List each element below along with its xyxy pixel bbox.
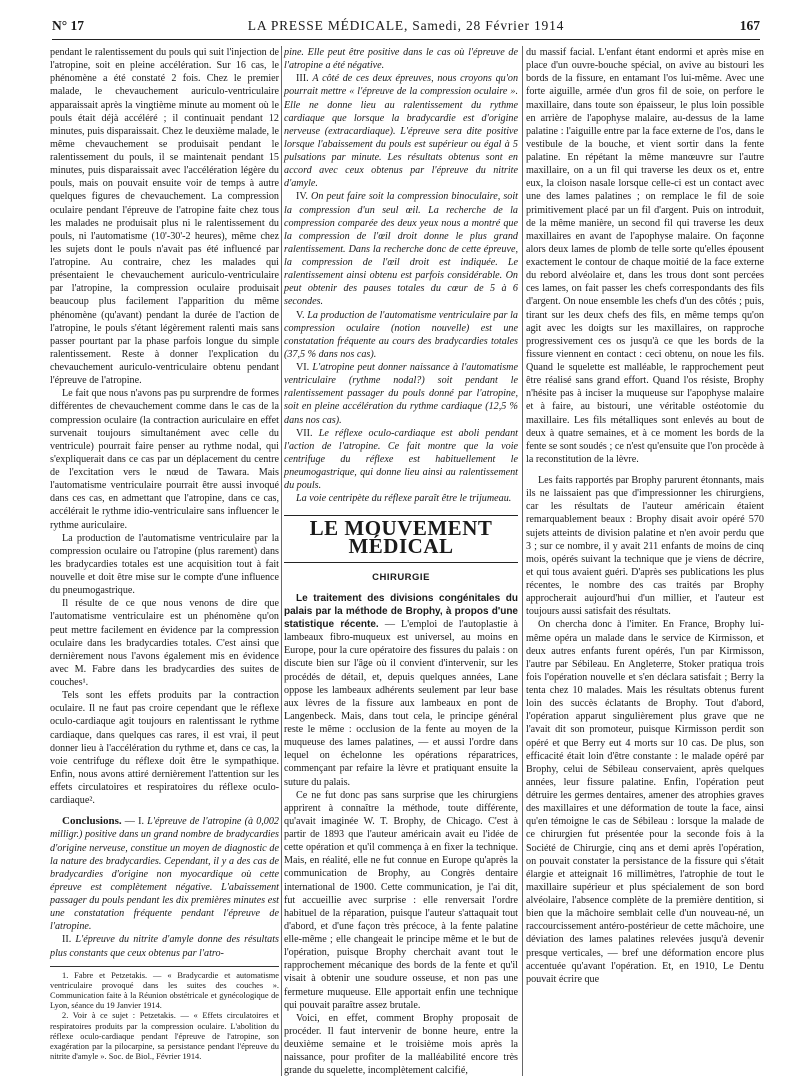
page-number: 167 (739, 18, 760, 33)
paragraph (284, 72, 518, 190)
paragraph: Voici, en effet, comment Brophy proposait de procéder. Il faut intervenir de bonne heure, entre la deuxième semaine et le troisième mois après la naissance, pour profiter de la malléabilité encore très grande du squelette, incomplètement calcifié, (284, 1012, 518, 1077)
conclusion-number: VII. (296, 427, 313, 439)
paragraph: La production de l'automatisme ventriculaire par la compression oculaire ou l'atropine (plus rarement) dans les bradycardies totales est une acquisition tout à fait nouvelle et doit être mise sur le compte d'une influence du pneumogastrique. (50, 532, 279, 597)
paragraph: Le fait que nous n'avons pas pu surprendre de formes différentes de chevauchement comme dans le cas de la compression oculaire (la contraction auriculaire en effet survenait toujours simultanément avec celle du ventricule) pourrait faire penser au rythme nodal, qui s'expliquerait dans ce cas par un déplacement du centre de l'excitation vers le nœud de Tawara. Mais l'automatisme ventriculaire pourrait être aussi invoqué dans ces cas, en admettant que l'atropine, dans ce cas, accélérait le rythme idio-ventriculaire sans influencer le rythme auriculaire. (50, 388, 279, 531)
paragraph: pendant le ralentissement du pouls qui suit l'injection de l'atropine, soit en pleine accélération. Sur 16 cas, le phénomène a été constaté 2 fois. Chez le premier malade, le chevauchement auriculo-ventriculaire apparaissait après la vingtième minute au moment où le pouls était déjà accéléré ; il continuait pendant 12 minutes, puis disparaissait. Chez le deuxième malade, le même chevauchement se produisait pendant le ralentissement du pouls, il se maintenait pendant 15 minutes, puis disparaissait avec l'accélération légère du pouls, mais on pouvait ensuite voir de temps à autre quelques figures de chevauchement. La compression oculaire pendant l'épreuve de l'atropine faite chez tous les malades ne produisait plus ni le ralentissement du pouls, ni l'automatisme (10'-30'-2 heures), même chez les sujets dont le pouls n'avait pas été influencé par l'atropine. Au contraire, chez les malades qui présentaient le chevauchement auriculo-ventriculaire par l'atropine, la compression oculaire produisait beaucoup plus facilement l'apparition du même phénomène (qu'avant) pendant la durée de l'action de l'atropine, le pouls s'étant légèrement ralenti mais sans passer pourtant par la phase parfois longue du simple ralentissement. Reste à donner l'explication du chevauchement auriculo-ventriculaire obtenu pendant l'épreuve de l'atropine. (50, 47, 279, 387)
paragraph (284, 592, 518, 789)
paragraph: Les faits rapportés par Brophy parurent étonnants, mais ils ne laissaient pas que d'impressionner les chirurgiens, car les résultats de l'auteur américain étaient remarquablement beaux : Brophy disait avoir opéré 570 sujets atteints de division palatine et n'en avoir perdu que 3 ; sur ce nombre, il y avait 211 enfants de moins de cinq mois, opérés suivant la technique que je viens de décrire, et qui tous avaient guéri. D'après ses publications les plus récentes, le nombre des cas traités par Brophy approcherait aujourd'hui d'un millier, et l'auteur est toujours aussi satisfait des résultats. (526, 475, 764, 618)
paragraph (284, 427, 518, 493)
article-text: — L'emploi de l'autoplastie à lambeaux fibro-muqueux est universel, au moins en Europe, pour la cure opératoire des fissures du palais : on discute bien sur l'âge où il convient d'intervenir, sur les procédés de détail, et, depuis quelques années, Lane oppose les lambeaux adhérents seulement par leur base aux lèvres de la fissure aux lambeaux en pont de Langenbeck. Mais, dans tout cela, le principe général reste le même : occlusion de la fente au moyen de la muqueuse des lames palatines, — et aussi l'ordre dans lequel on échelonne les opérations réparatrices, commençant par refaire la lèvre et pratiquant ensuite la suture du palais. (284, 619, 518, 788)
header-rule (52, 39, 760, 40)
conclusion-text: La voie centripète du réflexe paraît être le trijumeau. (296, 493, 512, 505)
paragraph: Il résulte de ce que nous venons de dire que l'automatisme ventriculaire est un phénomène qu'on peut mettre facilement en évidence par la compression oculaire dans les bradycardies totales. C'est ainsi que dernièrement nous l'avons également mis en évidence avec M. Fabre dans les bradycardies des suites de couches¹. (50, 598, 279, 688)
section-title: CHIRURGIE (372, 571, 430, 583)
footnote-2: 2. Voir à ce sujet : Petzetakis. — « Effets circulatoires et respiratoires produits par la compression oculaire. L'abolition du réflexe oculo-cardiaque pendant l'épreuve de l'atropine, son exagération par la pilocarpine, sa persistance pendant l'épreuve du nitrite d'amyle ». Soc. de Biol., Février 1914. (50, 1011, 279, 1062)
paragraph (284, 190, 518, 308)
conclusion-number: V. (296, 309, 305, 321)
conclusion-text: Le réflexe oculo-cardiaque est aboli pendant l'action de l'atropine. Ce fait montre que la voie centrifuge du réflexe est habituellement le pneumogastrique, qui donne lieu ainsi au ralentissement du pouls. (284, 427, 518, 492)
footnote-1: 1. Fabre et Petzetakis. — « Bradycardie et automatisme ventriculaire provoqué dans les suites des couches ». Communication faite à la Réunion obstétricale et gynécologique de Lyon, séance du 19 Janvier 1914. (50, 970, 279, 1011)
article-title: Le traitement des divisions congénitales du palais par la méthode de Brophy, à propos d'une statistique récente. (284, 592, 518, 630)
conclusion-number: II. (62, 934, 72, 946)
section-banner (284, 515, 518, 562)
conclusion-number: VI. (296, 362, 310, 373)
paragraph: du massif facial. L'enfant étant endormi et après mise en place d'un ouvre-bouche spécial, on avive au bistouri les bords de la fissure, en entamant l'os lui-même. Avec une forte aiguille, armée d'un gros fil de soie, on perfore le maxillaire, dans toute son épaisseur, le plus loin possible en arrière de l'apophyse malaire, au-dessus de la lame palatine : l'aiguille entre par la face externe de l'os, dans le vestibule de la bouche, et vient sortir dans la fente palatine. En répétant la même manœuvre sur l'autre maxillaire, on a un fil qui traverse les deux os et, entre eux, la cloison nasale lorsque celle-ci est un contact avec une des lames palatines ; on remplace le fil de soie primitivement placé par un fil d'argent. Puis on introduit, de la même manière, un second fil qui traverse les deux maxillaires en avant de l'apophyse malaire. On façonne alors deux lames de plomb de telle sorte qu'elles épousent exactement le contour de chaque moitié de la face externe du rebord alvéolaire et, dans les trous dont sont percées ces lames, on fait passer les chefs correspondants des fils d'argent. On noue ensemble les chefs d'un des côtés ; puis, tirant sur les deux chefs des fils, en même temps qu'on agit avec les doigts sur les maxillaires, on rapproche progressivement ces os jusqu'à ce que les bords de la fissure viennent en contact : ceci obtenu, on noue les fils. Quand le squelette est malléable, le rapprochement peut être réalisé sans grand effort. Quand l'os résiste, Brophy n'hésite pas à inciser la muqueuse sur l'apophyse malaire et à faire, au bistouri, une véritable ostéotomie du maxillaire. Les fils métalliques sont enlevés au bout de deux à quatre semaines, et à ce moment les bords de la fente se sont soudés ; ce n'est qu'ensuite que l'on procède à la reconstitution de la lèvre. (526, 47, 764, 465)
footnotes (50, 966, 279, 1063)
conclusion-text: La production de l'automatisme ventriculaire par la compression oculaire (notion nouvelle) est une constatation fréquente au cours des bradycardies totales (37,5 % dans nos cas). (284, 309, 518, 360)
column-divider-1 (281, 46, 282, 1076)
paragraph (284, 309, 518, 362)
conclusions-paragraph (50, 815, 279, 933)
conclusions-label: Conclusions. (62, 815, 122, 828)
journal-title: LA PRESSE MÉDICALE, Samedi, 28 Février 1914 (247, 18, 565, 33)
running-header (52, 18, 760, 38)
paragraph (284, 492, 518, 505)
conclusion-text: pine. Elle peut être positive dans le cas où l'épreuve de l'atropine a été négative. (284, 47, 518, 72)
conclusion-text: On peut faire soit la compression binoculaire, soit la compression d'un seul œil. La recherche de la compression comparée des deux yeux nous a montré que la compression de l'œil droit donne le plus grand ralentissement. Dans la recherche donc de cette épreuve, la compression de l'œil droit est indiquée. Le ralentissement ainsi obtenu est parfois considérable. On peut obtenir des pauses totales du cœur de 5 à 6 secondes. (284, 191, 518, 308)
column-2 (284, 46, 518, 1076)
column-3 (526, 46, 764, 1076)
banner-title: LE MOUVEMENT MÉDICAL (309, 516, 493, 558)
conclusion-number: III. (296, 73, 309, 85)
paragraph: Ce ne fut donc pas sans surprise que les chirurgiens apprirent à connaître la méthode, toute différente, qu'avait imaginée W. T. Brophy, de Chicago. C'est à partir de 1893 que l'auteur américain avait eu l'idée de cette opération et qu'il commença à en fixer la technique. Mais, en réalité, elle ne fut connue en Europe qu'après la communication de Brophy, au Congrès dentaire international de 1900. Cette communication, je l'ai dit, fut accueillie avec surprise : elle renversait l'ordre habituel de la réparation, puisque l'auteur s'attaquait tout d'abord, et d'une façon très précoce, à la fente palatine elle-même ; elle changeait le principe même et le but de l'opération, puisque Brophy cherchait avant tout le rapprochement mécanique des bords de la fente et qu'il visait à obtenir une soudure osseuse, et non pas une fermeture muqueuse. Elle apportait enfin une technique qui pouvait paraître assez brutale. (284, 789, 518, 1011)
issue-number: N° 17 (52, 18, 85, 33)
conclusion-number: — I. (124, 816, 144, 828)
paragraph: On chercha donc à l'imiter. En France, Brophy lui-même opéra un malade dans le service de Kirmisson, et deux autres enfants furent opérés, l'un par Kirmisson, l'autre par Sébileau. En Angleterre, Stoker pratiqua trois fois l'opération nouvelle et s'en déclara satisfait ; Berry la tenta chez 10 malades. Mais les résultats obtenus furent loin des succès éclatants de Brophy. Tout d'abord, l'opération apparut singulièrement plus grave que ne l'avait dit son promoteur, puisque Kirmisson perdit son opéré et que Berry eut 4 morts sur 10 cas. De plus, son efficacité était loin d'être constante : le malade opéré par Brophy, celui de Sébileau conservaient, après quelques années, leur fissure palatine. Enfin, l'opération peut détruire les germes dentaires, amener des atrophies graves des maxillaires et une déformation de toute la face, ainsi qu'en témoigne le cas de Sébileau : lorsque la malade de ce chirurgien fut présentée pour la seconde fois à la Société de Chirurgie, cinq ans et demi après l'opération, on pouvait constater la persistance de la fissure qui s'était élargie et atteignait 16 millimètres, l'atrophie de tout le maxillaire supérieur et plus spécialement de son bord alvéolaire, l'absence complète de la première dentition, si bien que la mâchoire semblait celle d'un nouveau-né, un raccourcissement antéro-postérieur de cette mâchoire, une déviation des lames palatines relevées jusqu'à devenir presque verticales, — bref une déformation encore plus accentuée qu'avant l'opération. Et, en 1910, Le Dentu pouvait écrire que (526, 619, 764, 985)
paragraph (284, 361, 518, 427)
column-1 (50, 46, 279, 1076)
conclusion-number: IV. (296, 191, 308, 203)
paragraph: Tels sont les effets produits par la contraction oculaire. Il ne faut pas croire cependant que le réflexe oculo-cardiaque agit toujours en ralentissant le rythme cardiaque, dans quelques cas rares, il est vrai, il peut donner lieu à l'accélération du rythme et, dans ce cas, la voie centrifuge du réflexe doit être le sympathique. Enfin, nous avons attiré dernièrement l'attention sur les effets circulatoires et respiratoires du réflexe oculo-cardiaque². (50, 690, 279, 807)
conclusion-text: L'atropine peut donner naissance à l'automatisme ventriculaire (rythme nodal?) soit pendant le ralentissement passager du pouls donné par l'atropine, soit en pleine accélération du rythme cardiaque (12,5 % dans nos cas). (284, 362, 518, 426)
conclusion-paragraph (50, 933, 279, 959)
conclusion-text: A côté de ces deux épreuves, nous croyons qu'on pourrait mettre « l'épreuve de la compression oculaire ». Elle ne donne lieu au ralentissement du rythme cardiaque que lorsque la bradycardie est d'origine nerveuse (extracardiaque). L'épreuve sera dite positive lorsque l'abaissement du pouls est supérieur ou égal à 5 pulsations par minute. Les résultats obtenus sont en accord avec ceux obtenus par l'épreuve du nitrite d'amyle. (284, 73, 519, 190)
paragraph (284, 46, 518, 72)
conclusion-text: L'épreuve de l'atropine (à 0,002 milligr.) positive dans un grand nombre de bradycardies d'origine nerveuse, constitue un moyen de diagnostic de la nature des bradycardies. Cependant, il y a des cas de bradycardies d'origine non myocardique où cette épreuve est complètement négative. L'abaissement passager du pouls pendant les dix premières minutes est une constatation fréquente pendant l'épreuve de l'atropine. (50, 816, 279, 933)
conclusion-text: L'épreuve du nitrite d'amyle donne des résultats plus constants que ceux obtenus par l'atro- (50, 934, 280, 959)
column-divider-2 (522, 46, 523, 1076)
